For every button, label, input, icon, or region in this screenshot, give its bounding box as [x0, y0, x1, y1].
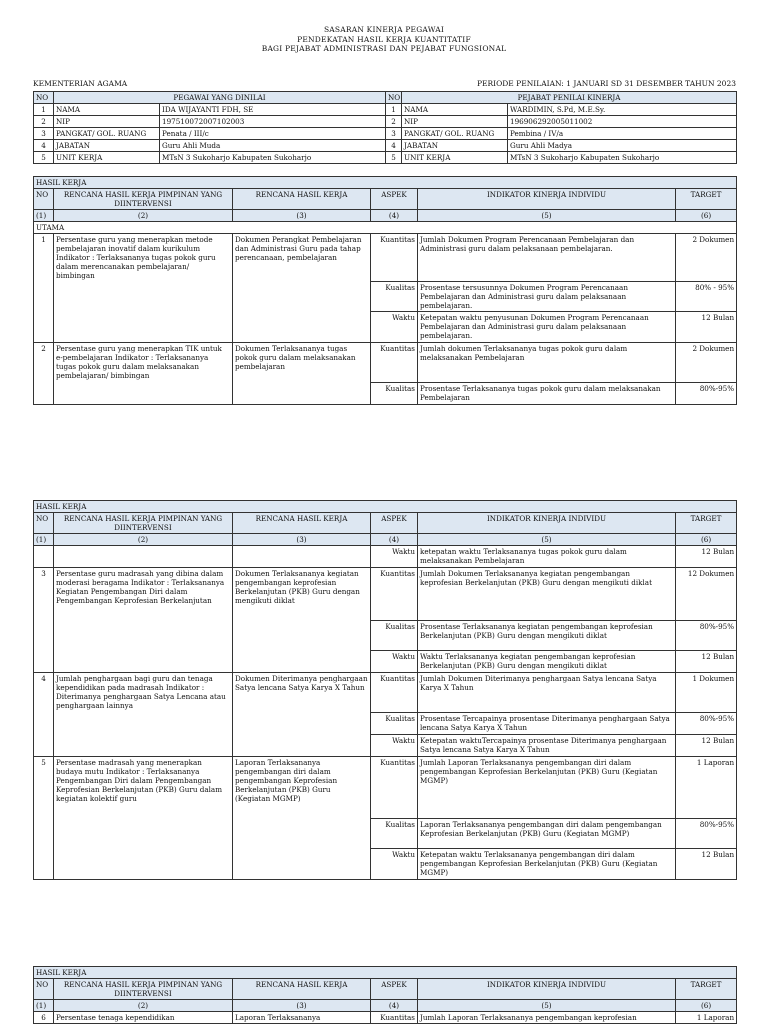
table-row: [34, 757, 737, 819]
table-row: [34, 343, 737, 383]
title-line-3: BAGI PEJABAT ADMINISTRASI DAN PEJABAT FUNGSIONAL: [261, 44, 507, 53]
pegawai-row: [34, 140, 737, 152]
indikator: Prosentase Terlaksananya kegiatan pengembangan keprofesian Berkelanjutan (PKB) Guru dengan mengikuti diklat: [418, 621, 676, 651]
target: 80%-95%: [676, 621, 737, 651]
section-title: HASIL KERJA: [34, 967, 737, 979]
col-header: RENCANA HASIL KERJA PIMPINAN YANG DIINTERVENSI: [54, 189, 233, 210]
item-no: 6: [34, 1012, 54, 1024]
table-row: [34, 1012, 737, 1024]
organization: KEMENTERIAN AGAMA: [33, 79, 128, 88]
target: 1 Dokumen: [676, 673, 737, 713]
col-header: NO: [34, 513, 54, 534]
table-row: [34, 546, 737, 568]
rencana-text: Laporan Terlaksananya pengembangan diri dalam pengembangan Keprofesian Berkelanjutan (PKB) Guru (Kegiatan MGMP): [233, 757, 371, 880]
col-number: (3): [233, 210, 371, 222]
title-line-1: SASARAN KINERJA PEGAWAI: [323, 25, 445, 34]
target: 80%-95%: [676, 383, 737, 405]
pegawai-value: Penata / III/c: [160, 128, 386, 140]
row-label: JABATAN: [54, 140, 160, 152]
col-header: TARGET: [676, 189, 737, 210]
col-header: NO: [34, 189, 54, 210]
row-label: PANGKAT/ GOL. RUANG: [54, 128, 160, 140]
aspek: Waktu: [371, 546, 418, 568]
section-title: HASIL KERJA: [34, 501, 737, 513]
rencana-text: Dokumen Perangkat Pembelajaran dan Administrasi Guru pada tahap perencanaan, pembelajaran: [233, 234, 371, 343]
item-no: 2: [34, 343, 54, 405]
col-header: ASPEK: [371, 979, 418, 1000]
no-header: NO: [34, 92, 54, 104]
target: 80%-95%: [676, 713, 737, 735]
item-no: 3: [34, 568, 54, 673]
penilai-value: WARDIMIN, S.Pd, M.E.Sy.: [508, 104, 737, 116]
indikator: Ketepatan waktu penyusunan Dokumen Program Perencanaan Pembelajaran dan Administrasi guru dalam pelaksanaan pembelajaran.: [418, 312, 676, 343]
pimpinan-text: Persentase madrasah yang menerapkan budaya mutu Indikator : Terlaksananya Pengembangan Diri dalam Pengembangan Keprofesian Berkelanjutan (PKB) Guru dalam kegiatan kolektif guru: [54, 757, 233, 880]
aspek: Waktu: [371, 735, 418, 757]
aspek: Kuantitas: [371, 568, 418, 621]
col-header: NO: [34, 979, 54, 1000]
aspek: Waktu: [371, 849, 418, 880]
table-row: [34, 234, 737, 282]
aspek: Kuantitas: [371, 234, 418, 282]
row-label: NIP: [402, 116, 508, 128]
col-number: (2): [54, 534, 233, 546]
col-header: INDIKATOR KINERJA INDIVIDU: [418, 979, 676, 1000]
col-number: (5): [418, 534, 676, 546]
penilai-value: Pembina / IV/a: [508, 128, 737, 140]
no-header: NO: [386, 92, 402, 104]
pimpinan-text: Persentase tenaga kependidikan: [54, 1012, 233, 1024]
pimpinan-text: Jumlah penghargaan bagi guru dan tenaga kependidikan pada madrasah Indikator : Diterimanya penghargaan Satya Lencana atau penghargaan lainnya: [54, 673, 233, 757]
target: 12 Bulan: [676, 651, 737, 673]
col-number: (5): [418, 210, 676, 222]
aspek: Kuantitas: [371, 757, 418, 819]
col-header: INDIKATOR KINERJA INDIVIDU: [418, 189, 676, 210]
title-line-2: PENDEKATAN HASIL KERJA KUANTITATIF: [297, 34, 471, 44]
rencana-text: Laporan Terlaksananya: [233, 1012, 371, 1024]
assessment-period: PERIODE PENILAIAN: 1 JANUARI SD 31 DESEMBER TAHUN 2023: [477, 79, 736, 88]
aspek: Kuantitas: [371, 673, 418, 713]
col-number: (1): [34, 1000, 54, 1012]
col-number: (1): [34, 534, 54, 546]
col-header: RENCANA HASIL KERJA PIMPINAN YANG DIINTERVENSI: [54, 979, 233, 1000]
rencana-text: Dokumen Diterimanya penghargaan Satya lencana Satya Karya X Tahun: [233, 673, 371, 757]
rencana-text: Dokumen Terlaksananya tugas pokok guru dalam melaksanakan pembelajaran: [233, 343, 371, 405]
penilai-value: Guru Ahli Madya: [508, 140, 737, 152]
row-label: JABATAN: [402, 140, 508, 152]
pegawai-row: [34, 116, 737, 128]
indikator: Ketepatan waktuTercapainya prosentase Diterimanya penghargaan Satya lencana Satya Karya X Tahun: [418, 735, 676, 757]
col-number: (4): [371, 534, 418, 546]
row-no: 4: [34, 140, 54, 152]
pimpinan-text: Persentase guru yang menerapkan metode pembelajaran inovatif dalam kurikulum Indikator : Terlaksananya tugas pokok guru dalam merencanakan pembelajaran/ bimbingan: [54, 234, 233, 343]
row-no: 1: [34, 104, 54, 116]
row-no: 2: [34, 116, 54, 128]
item-no: 1: [34, 234, 54, 343]
pegawai-row: [34, 152, 737, 164]
indikator: Jumlah Dokumen Diterimanya penghargaan Satya lencana Satya Karya X Tahun: [418, 673, 676, 713]
pegawai-value: MTsN 3 Sukoharjo Kabupaten Sukoharjo: [160, 152, 386, 164]
table-row: [34, 568, 737, 621]
table-row: [34, 673, 737, 713]
pegawai-row: [34, 104, 737, 116]
hasil-kerja-table: [33, 176, 737, 405]
row-no: 2: [386, 116, 402, 128]
row-no: 3: [386, 128, 402, 140]
col-number: (6): [676, 534, 737, 546]
col-header: RENCANA HASIL KERJA: [233, 513, 371, 534]
indikator: Jumlah Laporan Terlaksananya pengembangan diri dalam pengembangan Keprofesian Berkelanjutan (PKB) Guru (Kegiatan MGMP): [418, 757, 676, 819]
aspek: Waktu: [371, 312, 418, 343]
col-number: (6): [676, 1000, 737, 1012]
col-header: INDIKATOR KINERJA INDIVIDU: [418, 513, 676, 534]
target: 12 Bulan: [676, 735, 737, 757]
target: 1 Laporan: [676, 1012, 737, 1024]
indikator: Jumlah dokumen Terlaksananya tugas pokok guru dalam melaksanakan Pembelajaran: [418, 343, 676, 383]
row-label: UNIT KERJA: [402, 152, 508, 164]
indikator: Jumlah Dokumen Terlaksananya kegiatan pengembangan keprofesian Berkelanjutan (PKB) Guru dengan mengikuti diklat: [418, 568, 676, 621]
col-number: (5): [418, 1000, 676, 1012]
indikator: ketepatan waktu Terlaksananya tugas pokok guru dalam melaksanakan Pembelajaran: [418, 546, 676, 568]
pegawai-value: 197510072007102003: [160, 116, 386, 128]
penilai-header: PEJABAT PENILAI KINERJA: [402, 92, 737, 104]
row-no: 5: [386, 152, 402, 164]
target: 2 Dokumen: [676, 343, 737, 383]
col-number: (2): [54, 210, 233, 222]
pegawai-value: IDA WIJAYANTI FDH, SE: [160, 104, 386, 116]
indikator: Prosentase Terlaksananya tugas pokok guru dalam melaksanakan Pembelajaran: [418, 383, 676, 405]
col-number: (2): [54, 1000, 233, 1012]
pegawai-row: [34, 128, 737, 140]
col-number: (4): [371, 1000, 418, 1012]
row-no: 5: [34, 152, 54, 164]
row-label: NIP: [54, 116, 160, 128]
item-no: 4: [34, 673, 54, 757]
target: 80% - 95%: [676, 282, 737, 312]
indikator: Prosentase Tercapainya prosentase Diterimanya penghargaan Satya lencana Satya Karya X Tahun: [418, 713, 676, 735]
row-no: 4: [386, 140, 402, 152]
target: 12 Bulan: [676, 312, 737, 343]
item-no: 5: [34, 757, 54, 880]
col-header: ASPEK: [371, 513, 418, 534]
rencana-text: Dokumen Terlaksananya kegiatan pengembangan keprofesian Berkelanjutan (PKB) Guru dengan mengikuti diklat: [233, 568, 371, 673]
indikator: Ketepatan waktu Terlaksananya pengembangan diri dalam pengembangan Keprofesian Berkelanjutan (PKB) Guru (Kegiatan MGMP): [418, 849, 676, 880]
penilai-value: MTsN 3 Sukoharjo Kabupaten Sukoharjo: [508, 152, 737, 164]
target: 80%-95%: [676, 819, 737, 849]
row-label: PANGKAT/ GOL. RUANG: [402, 128, 508, 140]
target: 12 Bulan: [676, 849, 737, 880]
col-number: (3): [233, 534, 371, 546]
col-header: ASPEK: [371, 189, 418, 210]
aspek: Kualitas: [371, 282, 418, 312]
hasil-kerja-table: [33, 500, 737, 880]
row-label: NAMA: [54, 104, 160, 116]
col-header: RENCANA HASIL KERJA: [233, 979, 371, 1000]
col-header: RENCANA HASIL KERJA: [233, 189, 371, 210]
utama-label: UTAMA: [34, 222, 737, 234]
row-label: UNIT KERJA: [54, 152, 160, 164]
aspek: Waktu: [371, 651, 418, 673]
indikator: Jumlah Laporan Terlaksananya pengembangan keprofesian: [418, 1012, 676, 1024]
aspek: Kualitas: [371, 819, 418, 849]
target: 2 Dokumen: [676, 234, 737, 282]
col-header: RENCANA HASIL KERJA PIMPINAN YANG DIINTERVENSI: [54, 513, 233, 534]
indikator: Waktu Terlaksananya kegiatan pengembangan keprofesian Berkelanjutan (PKB) Guru dengan mengikuti diklat: [418, 651, 676, 673]
aspek: Kuantitas: [371, 343, 418, 383]
employee-table: [33, 91, 737, 164]
target: 12 Dokumen: [676, 568, 737, 621]
row-label: NAMA: [402, 104, 508, 116]
pegawai-header: PEGAWAI YANG DINILAI: [54, 92, 386, 104]
indikator: Jumlah Dokumen Program Perencanaan Pembelajaran dan Administrasi guru dalam pelaksanaan pembelajaran.: [418, 234, 676, 282]
pegawai-value: Guru Ahli Muda: [160, 140, 386, 152]
row-no: 1: [386, 104, 402, 116]
section-title: HASIL KERJA: [34, 177, 737, 189]
target: 12 Bulan: [676, 546, 737, 568]
row-no: 3: [34, 128, 54, 140]
pimpinan-text: Persentase guru yang menerapkan TIK untuk e-pembelajaran Indikator : Terlaksananya tugas pokok guru dalam melaksanakan pembelajaran/ bimbingan: [54, 343, 233, 405]
document-title: [0, 25, 768, 54]
aspek: Kuantitas: [371, 1012, 418, 1024]
col-number: (3): [233, 1000, 371, 1012]
pimpinan-text: Persentase guru madrasah yang dibina dalam moderasi beragama Indikator : Terlaksananya Kegiatan Pengembangan Diri dalam Pengembangan Keprofesian Berkelanjutan: [54, 568, 233, 673]
aspek: Kualitas: [371, 713, 418, 735]
indikator: Laporan Terlaksananya pengembangan diri dalam pengembangan Keprofesian Berkelanjutan (PKB) Guru (Kegiatan MGMP): [418, 819, 676, 849]
col-header: TARGET: [676, 513, 737, 534]
target: 1 Laporan: [676, 757, 737, 819]
col-number: (4): [371, 210, 418, 222]
aspek: Kualitas: [371, 621, 418, 651]
aspek: Kualitas: [371, 383, 418, 405]
penilai-value: 196906292005011002: [508, 116, 737, 128]
col-number: (1): [34, 210, 54, 222]
col-number: (6): [676, 210, 737, 222]
hasil-kerja-table: [33, 966, 737, 1024]
col-header: TARGET: [676, 979, 737, 1000]
indikator: Prosentase tersusunnya Dokumen Program Perencanaan Pembelajaran dan Administrasi guru dalam pelaksanaan pembelajaran.: [418, 282, 676, 312]
